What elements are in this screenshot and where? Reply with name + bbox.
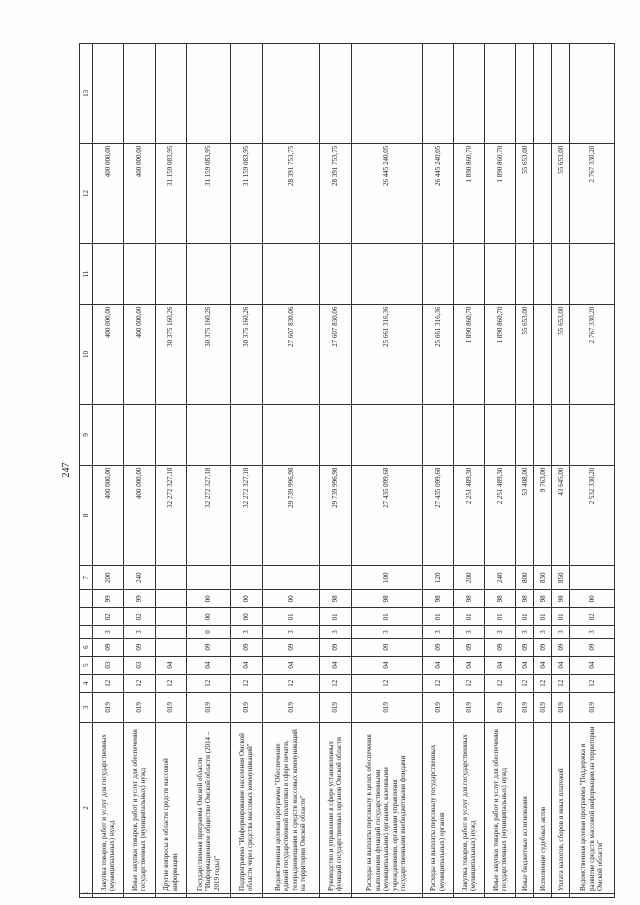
amount-9-cell	[485, 405, 516, 465]
row-index-cell	[124, 893, 155, 897]
amount-8-cell: 9 763,00	[534, 465, 552, 566]
row-name-cell: Закупка товаров, работ и услуг для государственных (муниципальных) нужд	[93, 722, 124, 893]
code-6a-cell: 09	[124, 638, 155, 656]
amount-11-cell	[93, 244, 124, 304]
code-6d-cell: 00	[262, 590, 320, 608]
table-row	[453, 44, 484, 898]
code-6b-cell: 3	[351, 626, 422, 638]
amount-12-cell: 31 159 083,95	[186, 143, 231, 244]
code-6a-cell: 09	[262, 638, 320, 656]
code-6b-cell: 3	[231, 626, 262, 638]
amount-9-cell	[186, 405, 231, 465]
amount-10-cell	[534, 304, 552, 405]
row-index-cell	[155, 893, 186, 897]
code-7-cell	[262, 566, 320, 590]
code-6b-cell: 0	[186, 626, 231, 638]
code-3-cell: 019	[155, 692, 186, 722]
page-number: 247	[61, 462, 72, 478]
code-7-cell	[231, 566, 262, 590]
code-6b-cell: 3	[124, 626, 155, 638]
code-6d-cell: 98	[534, 590, 552, 608]
header-row	[80, 44, 93, 898]
amount-9-cell	[552, 405, 570, 465]
code-4-cell: 12	[516, 674, 534, 692]
code-6a-cell: 09	[320, 638, 351, 656]
row-index-cell	[485, 893, 516, 897]
row-name-cell: Руководство и управление в сфере установленных функций государственных органов Омской области	[320, 722, 351, 893]
code-6c-cell: 02	[570, 608, 615, 626]
table-row	[534, 44, 552, 898]
column-header: 13	[80, 44, 93, 144]
code-6c-cell: 01	[485, 608, 516, 626]
column-header: 8	[80, 465, 93, 566]
code-5-cell: 04	[262, 656, 320, 674]
code-6c-cell	[155, 608, 186, 626]
code-6a-cell: 09	[552, 638, 570, 656]
rotated-content	[55, 40, 620, 900]
code-6d-cell: 99	[124, 590, 155, 608]
code-7-cell: 850	[552, 566, 570, 590]
code-6c-cell: 01	[534, 608, 552, 626]
row-name-cell: Иные бюджетные ассигнования	[516, 722, 534, 893]
code-6c-cell: 01	[552, 608, 570, 626]
code-4-cell: 12	[93, 674, 124, 692]
code-6d-cell: 00	[186, 590, 231, 608]
table-row	[485, 44, 516, 898]
row-index-cell	[534, 893, 552, 897]
code-6b-cell: 3	[453, 626, 484, 638]
row-index-cell	[93, 893, 124, 897]
amount-10-cell: 1 890 860,70	[485, 304, 516, 405]
amount-8-cell: 29 739 996,98	[262, 465, 320, 566]
code-3-cell: 019	[453, 692, 484, 722]
code-6b-cell	[155, 626, 186, 638]
amount-13-cell	[231, 44, 262, 144]
code-6a-cell: 09	[516, 638, 534, 656]
code-6d-cell: 98	[453, 590, 484, 608]
code-4-cell: 12	[570, 674, 615, 692]
row-name-cell: Расходы на выплаты персоналу в целях обеспечения выполнения функций государственными (муниципальными) органами, казенными учреждениями, органами управления государственными внебюджетными фондами	[351, 722, 422, 893]
code-5-cell: 04	[534, 656, 552, 674]
column-header	[80, 626, 93, 638]
amount-10-cell: 25 661 316,36	[351, 304, 422, 405]
code-4-cell: 12	[552, 674, 570, 692]
amount-8-cell: 27 435 099,68	[422, 465, 453, 566]
amount-13-cell	[552, 44, 570, 144]
code-6b-cell: 3	[516, 626, 534, 638]
code-4-cell: 12	[351, 674, 422, 692]
code-6d-cell: 98	[422, 590, 453, 608]
amount-11-cell	[124, 244, 155, 304]
code-6a-cell: 09	[186, 638, 231, 656]
amount-11-cell	[262, 244, 320, 304]
amount-8-cell: 43 645,00	[552, 465, 570, 566]
amount-11-cell	[552, 244, 570, 304]
amount-12-cell: 26 445 240,05	[422, 143, 453, 244]
code-5-cell: 04	[155, 656, 186, 674]
amount-11-cell	[231, 244, 262, 304]
row-name-cell: Исполнение судебных актов	[534, 722, 552, 893]
amount-11-cell	[351, 244, 422, 304]
row-index-cell	[320, 893, 351, 897]
table-row	[231, 44, 262, 898]
code-6c-cell: 00	[231, 608, 262, 626]
column-header: 9	[80, 405, 93, 465]
table-row	[570, 44, 615, 898]
amount-13-cell	[186, 44, 231, 144]
code-5-cell: 03	[93, 656, 124, 674]
row-name-cell: Закупка товаров, работ и услуг для государственных (муниципальных) нужд	[453, 722, 484, 893]
code-6d-cell: 98	[516, 590, 534, 608]
row-index-cell	[231, 893, 262, 897]
amount-9-cell	[453, 405, 484, 465]
code-6c-cell: 01	[453, 608, 484, 626]
table-row	[124, 44, 155, 898]
budget-table	[79, 43, 615, 898]
code-7-cell: 120	[422, 566, 453, 590]
amount-11-cell	[570, 244, 615, 304]
code-6a-cell: 09	[485, 638, 516, 656]
amount-9-cell	[155, 405, 186, 465]
amount-11-cell	[516, 244, 534, 304]
code-5-cell: 04	[422, 656, 453, 674]
amount-11-cell	[155, 244, 186, 304]
amount-10-cell: 55 653,00	[552, 304, 570, 405]
table-row	[516, 44, 534, 898]
code-3-cell: 019	[93, 692, 124, 722]
amount-12-cell: 1 890 860,70	[485, 143, 516, 244]
amount-12-cell: 31 159 083,95	[155, 143, 186, 244]
amount-11-cell	[485, 244, 516, 304]
amount-12-cell: 26 445 240,05	[351, 143, 422, 244]
amount-12-cell: 2 767 330,20	[570, 143, 615, 244]
amount-10-cell: 27 607 830,06	[262, 304, 320, 405]
row-index-cell	[552, 893, 570, 897]
amount-8-cell: 53 408,00	[516, 465, 534, 566]
amount-9-cell	[320, 405, 351, 465]
column-header: 6	[80, 638, 93, 656]
code-5-cell: 04	[320, 656, 351, 674]
code-6a-cell: 09	[453, 638, 484, 656]
code-6c-cell: 00	[186, 608, 231, 626]
row-name-cell: Ведомственная целевая программа "Поддержка и развитие средств массовой информации на территории Омской области"	[570, 722, 615, 893]
row-index-cell	[351, 893, 422, 897]
code-6c-cell: 01	[516, 608, 534, 626]
column-header: 10	[80, 304, 93, 405]
row-index-cell	[570, 893, 615, 897]
code-6b-cell: 3	[570, 626, 615, 638]
code-3-cell: 019	[231, 692, 262, 722]
row-name-cell: Подпрограмма "Информирование населения Омской области через средства массовых коммуникаций"	[231, 722, 262, 893]
amount-11-cell	[534, 244, 552, 304]
code-5-cell: 04	[552, 656, 570, 674]
table-row	[186, 44, 231, 898]
amount-13-cell	[262, 44, 320, 144]
code-6c-cell: 01	[422, 608, 453, 626]
code-6d-cell: 99	[93, 590, 124, 608]
code-4-cell: 12	[320, 674, 351, 692]
code-7-cell	[320, 566, 351, 590]
code-4-cell: 12	[534, 674, 552, 692]
amount-8-cell: 32 272 327,18	[155, 465, 186, 566]
column-header: 2	[80, 722, 93, 893]
row-name-cell: Расходы на выплаты персоналу государственных (муниципальных) органов	[422, 722, 453, 893]
amount-8-cell: 2 251 489,30	[485, 465, 516, 566]
code-3-cell: 019	[186, 692, 231, 722]
amount-13-cell	[516, 44, 534, 144]
amount-12-cell: 55 653,00	[552, 143, 570, 244]
row-name-cell: Другие вопросы в области средств массовой информации	[155, 722, 186, 893]
column-header	[80, 590, 93, 608]
amount-12-cell: 400 000,00	[93, 143, 124, 244]
amount-10-cell: 27 607 830,06	[320, 304, 351, 405]
code-6c-cell: 01	[262, 608, 320, 626]
column-header: 3	[80, 692, 93, 722]
code-7-cell: 200	[93, 566, 124, 590]
row-index-cell	[453, 893, 484, 897]
code-6b-cell: 3	[485, 626, 516, 638]
column-header: 7	[80, 566, 93, 590]
column-header: 5	[80, 656, 93, 674]
amount-13-cell	[453, 44, 484, 144]
code-6a-cell: 09	[231, 638, 262, 656]
code-4-cell: 12	[186, 674, 231, 692]
amount-9-cell	[124, 405, 155, 465]
code-6d-cell: 98	[320, 590, 351, 608]
amount-10-cell: 55 653,00	[516, 304, 534, 405]
row-name-cell: Иные закупки товаров, работ и услуг для обеспечения государственных (муниципальных) нужд	[485, 722, 516, 893]
code-3-cell: 019	[262, 692, 320, 722]
code-3-cell: 019	[422, 692, 453, 722]
row-name-cell: Государственная программа Омской области "Информационное общество Омской области (2014 – 2019 годы)"	[186, 722, 231, 893]
row-name-cell: Ведомственная целевая программа "Обеспечение единой государственной политики в сфере печати, телерадиовещания и средств массовых коммуникаций на территории Омской области"	[262, 722, 320, 893]
code-5-cell: 04	[453, 656, 484, 674]
amount-10-cell: 2 767 330,20	[570, 304, 615, 405]
code-6a-cell: 09	[534, 638, 552, 656]
amount-12-cell	[534, 143, 552, 244]
code-6b-cell: 3	[552, 626, 570, 638]
code-4-cell: 12	[262, 674, 320, 692]
amount-8-cell: 400 000,00	[124, 465, 155, 566]
table-row	[262, 44, 320, 898]
amount-11-cell	[422, 244, 453, 304]
code-3-cell: 019	[320, 692, 351, 722]
amount-10-cell: 30 375 160,26	[231, 304, 262, 405]
code-5-cell: 04	[485, 656, 516, 674]
code-6c-cell: 01	[320, 608, 351, 626]
code-5-cell: 04	[231, 656, 262, 674]
code-3-cell: 019	[552, 692, 570, 722]
column-header: 4	[80, 674, 93, 692]
code-3-cell: 019	[485, 692, 516, 722]
amount-8-cell: 2 251 489,30	[453, 465, 484, 566]
code-6b-cell: 3	[93, 626, 124, 638]
column-header: 1	[80, 893, 93, 897]
table-row	[422, 44, 453, 898]
code-7-cell: 830	[534, 566, 552, 590]
code-7-cell: 200	[453, 566, 484, 590]
amount-9-cell	[516, 405, 534, 465]
code-6d-cell: 00	[570, 590, 615, 608]
table-row	[93, 44, 124, 898]
code-6a-cell: 09	[570, 638, 615, 656]
code-6c-cell: 01	[351, 608, 422, 626]
amount-13-cell	[93, 44, 124, 144]
code-6d-cell: 00	[231, 590, 262, 608]
column-header: 12	[80, 143, 93, 244]
code-4-cell: 12	[155, 674, 186, 692]
amount-9-cell	[262, 405, 320, 465]
column-header	[80, 608, 93, 626]
code-6c-cell: 02	[93, 608, 124, 626]
code-6b-cell: 3	[320, 626, 351, 638]
code-7-cell: 240	[485, 566, 516, 590]
amount-10-cell: 30 375 160,26	[186, 304, 231, 405]
amount-13-cell	[351, 44, 422, 144]
amount-12-cell: 55 653,00	[516, 143, 534, 244]
amount-8-cell: 32 272 327,18	[186, 465, 231, 566]
amount-13-cell	[570, 44, 615, 144]
code-6b-cell: 3	[422, 626, 453, 638]
amount-9-cell	[422, 405, 453, 465]
amount-10-cell: 1 890 860,70	[453, 304, 484, 405]
code-3-cell: 019	[570, 692, 615, 722]
amount-13-cell	[422, 44, 453, 144]
code-6a-cell: 09	[93, 638, 124, 656]
amount-8-cell: 400 000,00	[93, 465, 124, 566]
code-6c-cell: 02	[124, 608, 155, 626]
amount-12-cell: 400 000,00	[124, 143, 155, 244]
column-header: 11	[80, 244, 93, 304]
amount-10-cell: 400 000,00	[124, 304, 155, 405]
amount-9-cell	[351, 405, 422, 465]
code-6d-cell: 98	[351, 590, 422, 608]
code-5-cell: 04	[186, 656, 231, 674]
row-index-cell	[516, 893, 534, 897]
code-4-cell: 12	[422, 674, 453, 692]
amount-13-cell	[485, 44, 516, 144]
code-7-cell: 800	[516, 566, 534, 590]
code-6d-cell: 98	[485, 590, 516, 608]
row-index-cell	[186, 893, 231, 897]
amount-11-cell	[453, 244, 484, 304]
row-index-cell	[262, 893, 320, 897]
code-7-cell	[155, 566, 186, 590]
code-5-cell: 04	[516, 656, 534, 674]
table-row	[155, 44, 186, 898]
code-6a-cell	[155, 638, 186, 656]
row-name-cell: Уплата налогов, сборов и иных платежей	[552, 722, 570, 893]
amount-12-cell: 28 391 753,75	[320, 143, 351, 244]
code-5-cell: 04	[570, 656, 615, 674]
code-4-cell: 12	[124, 674, 155, 692]
amount-9-cell	[231, 405, 262, 465]
amount-13-cell	[534, 44, 552, 144]
amount-8-cell: 2 532 330,20	[570, 465, 615, 566]
amount-8-cell: 29 739 996,98	[320, 465, 351, 566]
table-row	[552, 44, 570, 898]
code-7-cell	[570, 566, 615, 590]
code-3-cell: 019	[351, 692, 422, 722]
code-5-cell: 04	[351, 656, 422, 674]
amount-11-cell	[320, 244, 351, 304]
row-index-cell	[422, 893, 453, 897]
code-4-cell: 12	[231, 674, 262, 692]
amount-9-cell	[534, 405, 552, 465]
code-6a-cell: 09	[422, 638, 453, 656]
amount-9-cell	[570, 405, 615, 465]
code-6b-cell: 3	[534, 626, 552, 638]
amount-8-cell: 32 272 327,18	[231, 465, 262, 566]
amount-8-cell: 27 435 099,68	[351, 465, 422, 566]
code-6d-cell	[155, 590, 186, 608]
amount-9-cell	[93, 405, 124, 465]
code-5-cell: 03	[124, 656, 155, 674]
code-7-cell: 100	[351, 566, 422, 590]
amount-10-cell: 400 000,00	[93, 304, 124, 405]
row-name-cell: Иные закупки товаров, работ и услуг для обеспечения государственных (муниципальных) нужд	[124, 722, 155, 893]
code-7-cell: 240	[124, 566, 155, 590]
code-4-cell: 12	[453, 674, 484, 692]
amount-12-cell: 28 391 753,75	[262, 143, 320, 244]
amount-13-cell	[320, 44, 351, 144]
amount-12-cell: 31 159 083,95	[231, 143, 262, 244]
code-4-cell: 12	[485, 674, 516, 692]
code-6d-cell: 98	[552, 590, 570, 608]
amount-10-cell: 30 375 160,26	[155, 304, 186, 405]
code-6a-cell: 09	[351, 638, 422, 656]
table-row	[351, 44, 422, 898]
code-7-cell	[186, 566, 231, 590]
code-3-cell: 019	[124, 692, 155, 722]
code-6b-cell: 3	[262, 626, 320, 638]
table-row	[320, 44, 351, 898]
amount-11-cell	[186, 244, 231, 304]
code-3-cell: 019	[534, 692, 552, 722]
amount-13-cell	[155, 44, 186, 144]
code-3-cell: 019	[516, 692, 534, 722]
amount-10-cell: 25 661 316,36	[422, 304, 453, 405]
amount-12-cell: 1 890 860,70	[453, 143, 484, 244]
amount-13-cell	[124, 44, 155, 144]
